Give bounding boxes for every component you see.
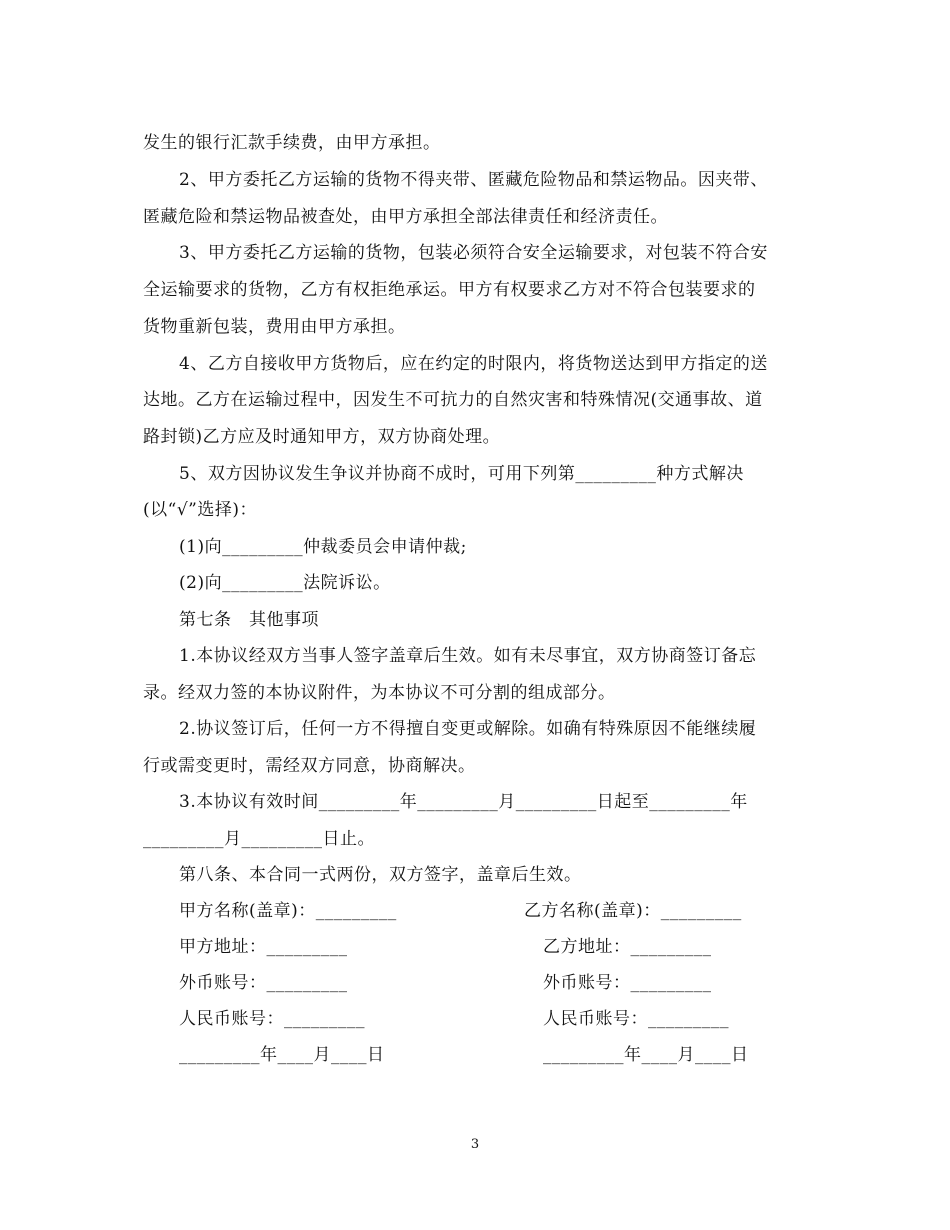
party-a-name-field: 甲方名称(盖章)：_________ bbox=[179, 901, 397, 921]
paragraph-line: (以“√”选择)： bbox=[143, 500, 257, 520]
section-heading: 第八条、本合同一式两份，双方签字，盖章后生效。 bbox=[179, 865, 582, 885]
paragraph-line: 达地。乙方在运输过程中，因发生不可抗力的自然灾害和特殊情况(交通事故、道 bbox=[143, 390, 763, 410]
paragraph-line: 录。经双力签的本协议附件，为本协议不可分割的组成部分。 bbox=[143, 683, 616, 703]
paragraph-line: 发生的银行汇款手续费，由甲方承担。 bbox=[143, 133, 441, 153]
paragraph-line: 路封锁)乙方应及时通知甲方，双方协商处理。 bbox=[143, 427, 501, 447]
paragraph-line: (2)向_________法院诉讼。 bbox=[179, 573, 391, 593]
paragraph-line: 货物重新包装，费用由甲方承担。 bbox=[143, 317, 406, 337]
paragraph-line: 3.本协议有效时间_________年_________月_________日起至_________年 bbox=[179, 792, 748, 812]
party-b-date-field: _________年____月____日 bbox=[543, 1045, 749, 1065]
paragraph-line: 5、双方因协议发生争议并协商不成时，可用下列第_________种方式解决 bbox=[179, 464, 744, 484]
paragraph-line: 3、甲方委托乙方运输的货物，包装必须符合安全运输要求，对包装不符合安 bbox=[179, 243, 768, 263]
page-number: 3 bbox=[470, 1137, 480, 1152]
party-a-rmb-account-field: 人民币账号：_________ bbox=[179, 1009, 365, 1029]
paragraph-line: 全运输要求的货物，乙方有权拒绝承运。甲方有权要求乙方对不符合包装要求的 bbox=[143, 280, 756, 300]
party-a-address-field: 甲方地址：_________ bbox=[179, 937, 348, 957]
party-b-name-field: 乙方名称(盖章)：_________ bbox=[524, 901, 742, 921]
paragraph-line: (1)向_________仲裁委员会申请仲裁; bbox=[179, 537, 467, 557]
paragraph-line: 4、乙方自接收甲方货物后，应在约定的时限内，将货物送达到甲方指定的送 bbox=[179, 354, 768, 374]
section-heading: 第七条 其他事项 bbox=[179, 610, 319, 630]
paragraph-line: 匿藏危险和禁运物品被查处，由甲方承担全部法律责任和经济责任。 bbox=[143, 207, 668, 227]
paragraph-line: 2、甲方委托乙方运输的货物不得夹带、匿藏危险物品和禁运物品。因夹带、 bbox=[179, 170, 768, 190]
party-a-foreign-account-field: 外币账号：_________ bbox=[179, 973, 348, 993]
party-b-foreign-account-field: 外币账号：_________ bbox=[543, 973, 712, 993]
paragraph-line: 行或需变更时，需经双方同意，协商解决。 bbox=[143, 756, 476, 776]
paragraph-line: _________月_________日止。 bbox=[143, 829, 375, 849]
party-b-address-field: 乙方地址：_________ bbox=[543, 937, 712, 957]
paragraph-line: 2.协议签订后，任何一方不得擅自变更或解除。如确有特殊原因不能继续履 bbox=[179, 719, 757, 739]
paragraph-line: 1.本协议经双方当事人签字盖章后生效。如有未尽事宜，双方协商签订备忘 bbox=[179, 646, 757, 666]
party-b-rmb-account-field: 人民币账号：_________ bbox=[543, 1009, 729, 1029]
party-a-date-field: _________年____月____日 bbox=[179, 1045, 385, 1065]
